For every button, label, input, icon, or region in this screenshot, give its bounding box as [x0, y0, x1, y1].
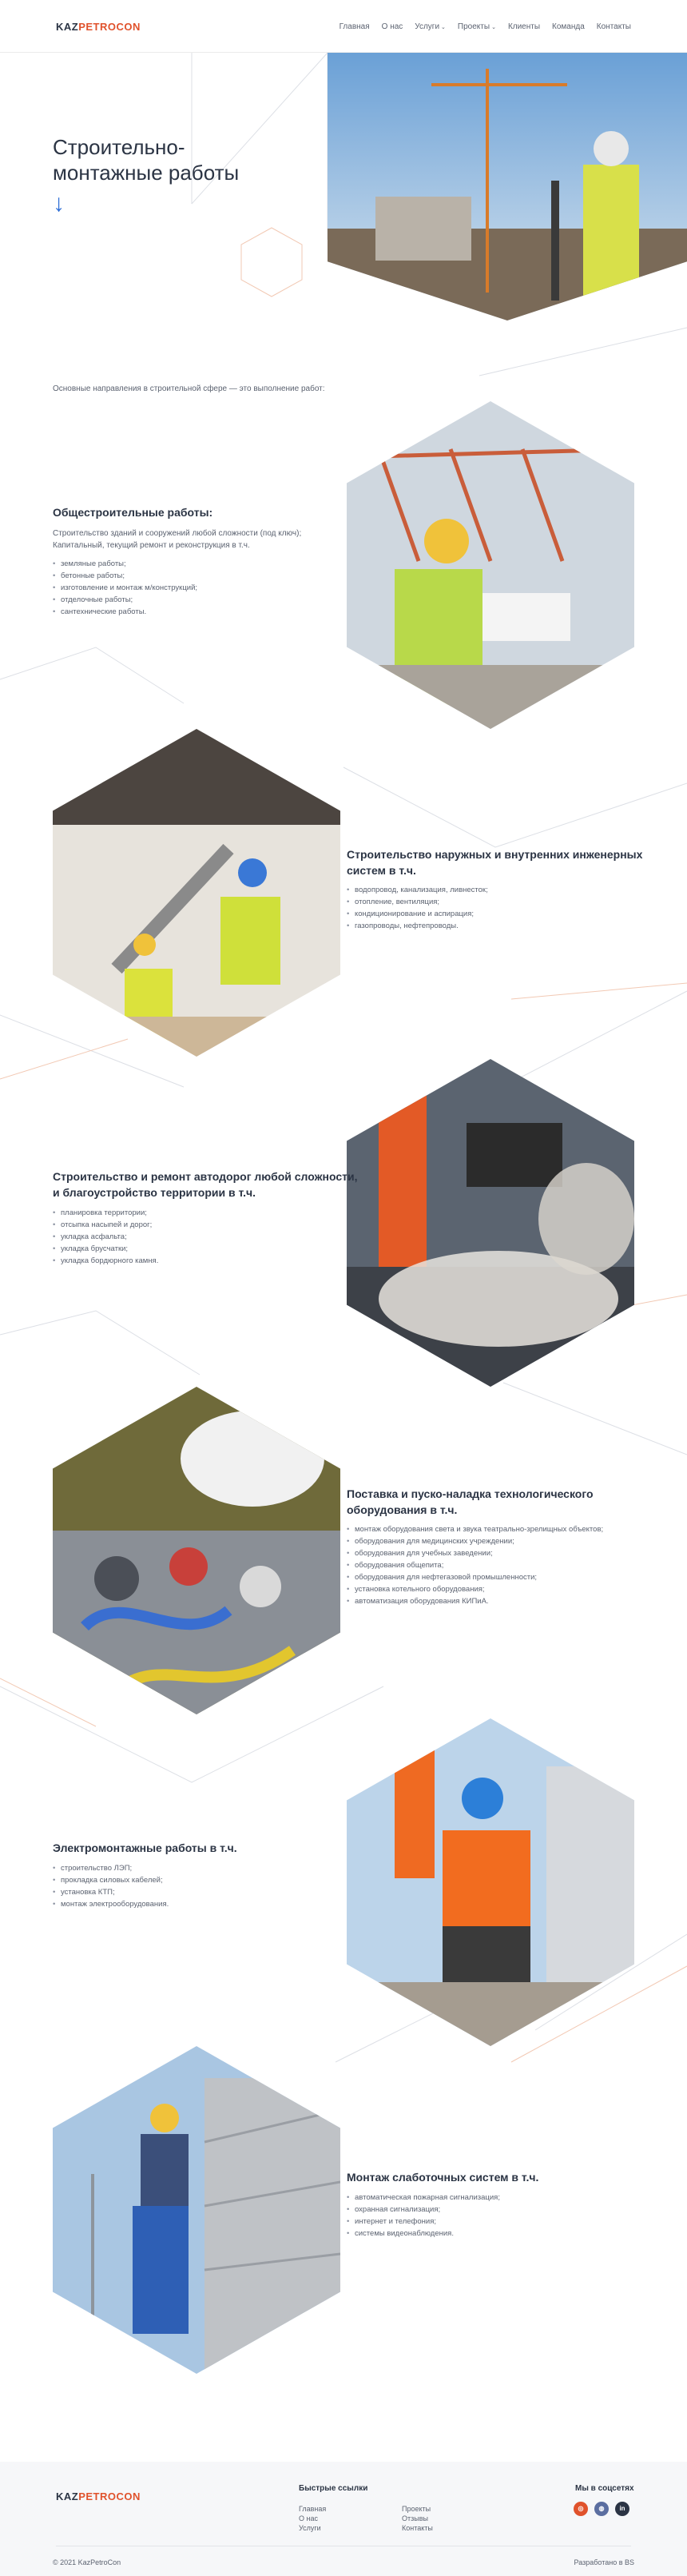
list-item: • установка котельного оборудования;	[347, 1583, 603, 1595]
quick-links-title: Быстрые ссылки	[299, 2484, 368, 2493]
list-item: • планировка территории;	[53, 1207, 158, 1219]
chevron-down-icon: ⌄	[491, 25, 496, 30]
list-item: • монтаж оборудования света и звука театрально-зрелищных объектов;	[347, 1523, 603, 1535]
list-item: • укладка бордюрного камня.	[53, 1255, 158, 1267]
copyright-text: © 2021 KazPetroCon	[53, 2558, 121, 2566]
linkedin-icon[interactable]: in	[615, 2502, 629, 2516]
section-lowcurrent-list	[347, 2192, 500, 2240]
section-roads-title-line2: и благоустройство территории в т.ч.	[53, 1186, 256, 1199]
list-item: • водопровод, канализация, ливнесток;	[347, 884, 488, 896]
instagram-icon[interactable]: ◎	[574, 2502, 588, 2516]
section-equipment-title-line1: Поставка и пуско-наладка технологического	[347, 1487, 594, 1500]
footer-link-projects[interactable]: Проекты	[402, 2505, 431, 2513]
section-lowcurrent-title: Монтаж слаботочных систем в т.ч.	[347, 2171, 539, 2184]
section-roads-title-line1: Строительство и ремонт автодорог любой сложности,	[53, 1170, 358, 1183]
section-electrical-list	[53, 1862, 169, 1910]
social-title: Мы в соцсетях	[575, 2484, 634, 2493]
section-general-title: Общестроительные работы:	[53, 506, 213, 519]
section-equipment-list	[347, 1523, 603, 1607]
footer-link-contacts[interactable]: Контакты	[402, 2524, 433, 2532]
section-engineering-title-line2: систем в т.ч.	[347, 864, 416, 877]
list-item: • автоматическая пожарная сигнализация;	[347, 2192, 500, 2204]
nav-item-services[interactable]	[415, 22, 446, 31]
section-general-list	[53, 558, 197, 618]
hero-image-art	[328, 53, 687, 321]
section-engineering-image	[53, 729, 340, 1057]
list-item: • сантехнические работы.	[53, 606, 197, 618]
section-general-desc-line2: Капитальный, текущий ремонт и реконструкция в т.ч.	[53, 541, 250, 550]
developer-credit[interactable]: Разработано в BS	[574, 2558, 634, 2566]
footer-link-home[interactable]: Главная	[299, 2505, 327, 2513]
nav-item-clients[interactable]: Клиенты	[507, 22, 541, 31]
nav-item-team[interactable]: Команда	[552, 22, 585, 31]
list-item: • оборудования для медицинских учреждении;	[347, 1535, 603, 1547]
section-electrical-title: Электромонтажные работы в т.ч.	[53, 1841, 237, 1854]
nav-item-about[interactable]: О нас	[381, 22, 403, 31]
section-equipment-image	[53, 1387, 340, 1714]
list-item: • оборудования общепита;	[347, 1559, 603, 1571]
nav-item-projects[interactable]	[458, 22, 496, 31]
site-footer	[0, 2462, 687, 2576]
page-title	[53, 134, 239, 185]
section-electrical-image	[347, 1718, 634, 2046]
list-item: • укладка брусчатки;	[53, 1243, 158, 1255]
list-item: • оборудования для учебных заведении;	[347, 1547, 603, 1559]
nav-item-services-label: Услуги	[415, 22, 440, 31]
list-item: • прокладка силовых кабелей;	[53, 1874, 169, 1886]
section-general-desc-line1: Строительство зданий и сооружений любой сложности (под ключ);	[53, 529, 302, 538]
section-general-image-art	[347, 401, 634, 729]
footer-link-reviews[interactable]: Отзывы	[402, 2514, 428, 2522]
section-equipment-title	[347, 1486, 594, 1518]
nav-item-projects-label: Проекты	[457, 22, 490, 31]
logo-part-dark: KAZ	[56, 21, 79, 33]
chevron-down-icon: ⌄	[441, 25, 446, 30]
list-item: • системы видеонаблюдения.	[347, 2228, 500, 2240]
footer-link-services[interactable]: Услуги	[299, 2524, 321, 2532]
section-equipment-image-art	[53, 1387, 340, 1714]
list-item: • бетонные работы;	[53, 570, 197, 582]
section-roads-image-art	[347, 1059, 634, 1387]
globe-icon[interactable]: ◍	[594, 2502, 609, 2516]
logo-part-accent: PETROCON	[78, 2490, 141, 2502]
section-roads-image	[347, 1059, 634, 1387]
list-item: • отсыпка насыпей и дорог;	[53, 1219, 158, 1231]
logo-part-dark: KAZ	[56, 2490, 79, 2502]
section-roads-title	[53, 1169, 358, 1200]
section-general-desc	[53, 528, 301, 551]
arrow-down-icon[interactable]: ↓	[53, 190, 65, 217]
list-item: • земляные работы;	[53, 558, 197, 570]
list-item: • интернет и телефония;	[347, 2216, 500, 2228]
logo-part-accent: PETROCON	[78, 21, 141, 33]
site-header	[0, 0, 687, 53]
list-item: • монтаж электрооборудования.	[53, 1898, 169, 1910]
list-item: • охранная сигнализация;	[347, 2204, 500, 2216]
list-item: • установка КТП;	[53, 1886, 169, 1898]
main-nav	[340, 22, 631, 31]
section-general-image	[347, 401, 634, 729]
hero-image	[328, 53, 687, 321]
footer-link-about[interactable]: О нас	[299, 2514, 318, 2522]
list-item: • кондиционирование и аспирация;	[347, 908, 488, 920]
section-engineering-title-line1: Строительство наружных и внутренних инженерных	[347, 848, 643, 861]
list-item: • автоматизация оборудования КИПиА.	[347, 1595, 603, 1607]
list-item: • отделочные работы;	[53, 594, 197, 606]
section-roads-list	[53, 1207, 158, 1267]
site-logo[interactable]	[56, 21, 141, 33]
list-item: • газопроводы, нефтепроводы.	[347, 920, 488, 932]
section-equipment-title-line2: оборудования в т.ч.	[347, 1503, 458, 1516]
list-item: • строительство ЛЭП;	[53, 1862, 169, 1874]
section-engineering-image-art	[53, 729, 340, 1057]
list-item: • оборудования для нефтегазовой промышленности;	[347, 1571, 603, 1583]
list-item: • изготовление и монтаж м/конструкций;	[53, 582, 197, 594]
section-electrical-image-art	[347, 1718, 634, 2046]
nav-item-home[interactable]: Главная	[339, 22, 370, 31]
list-item: • укладка асфальта;	[53, 1231, 158, 1243]
page-title-line1: Строительно-	[53, 135, 185, 159]
section-lowcurrent-image	[53, 2046, 340, 2374]
section-engineering-title	[347, 846, 642, 878]
footer-logo[interactable]	[56, 2490, 141, 2502]
page-title-line2: монтажные работы	[53, 161, 240, 185]
list-item: • отопление, вентиляция;	[347, 896, 488, 908]
intro-text: Основные направления в строительной сфере — это выполнение работ:	[53, 384, 325, 393]
nav-item-contacts[interactable]: Контакты	[596, 22, 631, 31]
section-lowcurrent-image-art	[53, 2046, 340, 2374]
section-engineering-list	[347, 884, 488, 932]
